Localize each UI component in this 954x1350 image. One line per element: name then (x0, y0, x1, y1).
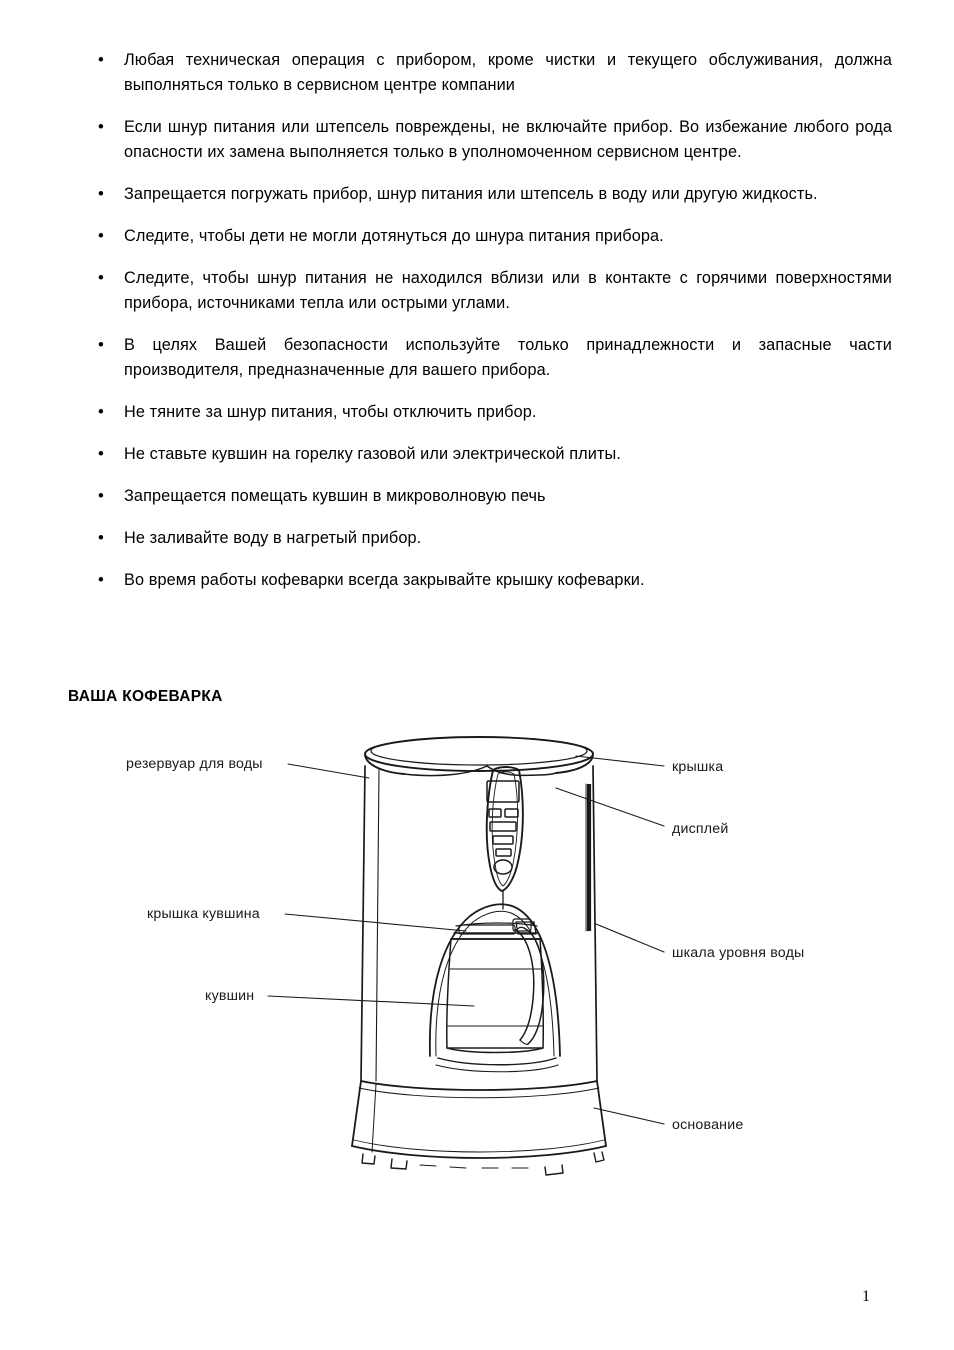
bullet-marker: • (98, 227, 104, 245)
list-item-text: Запрещается помещать кувшин в микроволновую печь (124, 487, 546, 505)
leader-water-gauge (596, 924, 664, 952)
button-right (505, 809, 518, 817)
power-button (494, 860, 512, 874)
carafe-hood (430, 904, 560, 1056)
display-screen (487, 781, 519, 802)
button-row-3 (496, 849, 511, 856)
leader-carafe (268, 996, 474, 1006)
button-row-1 (490, 822, 516, 831)
figure-label-water-reservoir: резервуар для воды (126, 756, 263, 772)
bullet-marker: • (98, 403, 104, 421)
button-left (489, 809, 501, 817)
section-heading: ВАША КОФЕВАРКА (68, 688, 223, 705)
figure-label-carafe-lid: крышка кувшина (147, 906, 260, 922)
carafe (447, 922, 543, 1053)
list-item (86, 115, 892, 165)
figure-label-carafe: кувшин (205, 988, 255, 1004)
bullet-marker: • (98, 445, 104, 463)
leader-carafe-lid (285, 914, 466, 931)
list-item (86, 484, 892, 509)
leader-base (594, 1108, 664, 1124)
bullet-marker: • (98, 118, 104, 136)
coffee-maker-diagram (0, 726, 954, 1196)
figure-label-water-level-gauge: шкала уровня воды (672, 945, 805, 961)
list-item-text: Запрещается погружать прибор, шнур питания или штепсель в воду или другую жидкость. (124, 185, 818, 203)
list-item (86, 400, 892, 425)
bullet-marker: • (98, 51, 104, 69)
base (352, 1081, 606, 1158)
bullet-marker: • (98, 336, 104, 354)
list-item (86, 526, 892, 551)
list-item-text: Не заливайте воду в нагретый прибор. (124, 529, 422, 547)
list-item (86, 266, 892, 316)
figure-label-base: основание (672, 1117, 744, 1133)
list-item (86, 182, 892, 207)
figure-label-lid: крышка (672, 759, 724, 775)
list-item-text: Во время работы кофеварки всегда закрывайте крышку кофеварки. (124, 571, 645, 589)
leader-water-reservoir (288, 764, 369, 778)
bullet-marker: • (98, 529, 104, 547)
bullet-marker: • (98, 487, 104, 505)
bullet-marker: • (98, 185, 104, 203)
list-item (86, 333, 892, 383)
safety-instructions-list (86, 48, 892, 610)
list-item (86, 224, 892, 249)
warming-plate (436, 1058, 558, 1072)
control-panel (487, 767, 523, 909)
list-item-text: Не тяните за шнур питания, чтобы отключить прибор. (124, 403, 537, 421)
bullet-marker: • (98, 571, 104, 589)
list-item (86, 48, 892, 98)
base-feet (362, 1152, 604, 1175)
water-level-gauge (586, 784, 589, 931)
bullet-marker: • (98, 269, 104, 287)
leader-display (556, 788, 664, 826)
figure-label-display: дисплей (672, 821, 729, 837)
button-row-2 (493, 836, 513, 844)
list-item-text: Не ставьте кувшин на горелку газовой или электрической плиты. (124, 445, 621, 463)
list-item-text: В целях Вашей безопасности используйте только принадлежности и запасные части производителя, предназначенные для вашего прибора. (124, 336, 892, 379)
list-item-text: Следите, чтобы шнур питания не находился вблизи или в контакте с горячими поверхностями прибора, источниками тепла или острыми углами. (124, 269, 892, 312)
list-item-text: Следите, чтобы дети не могли дотянуться до шнура питания прибора. (124, 227, 664, 245)
top-lid (365, 737, 593, 776)
figure-labels (126, 756, 804, 1133)
list-item-text: Если шнур питания или штепсель повреждены, не включайте прибор. Во избежание любого рода опасности их замена выполняется только в уполномоченном сервисном центре. (124, 118, 892, 161)
list-item (86, 442, 892, 467)
list-item (86, 568, 892, 593)
list-item-text: Любая техническая операция с прибором, кроме чистки и текущего обслуживания, должна выполняться только в сервисном центре компании (124, 51, 892, 94)
page-number: 1 (862, 1288, 870, 1305)
leader-lines (268, 756, 664, 1124)
